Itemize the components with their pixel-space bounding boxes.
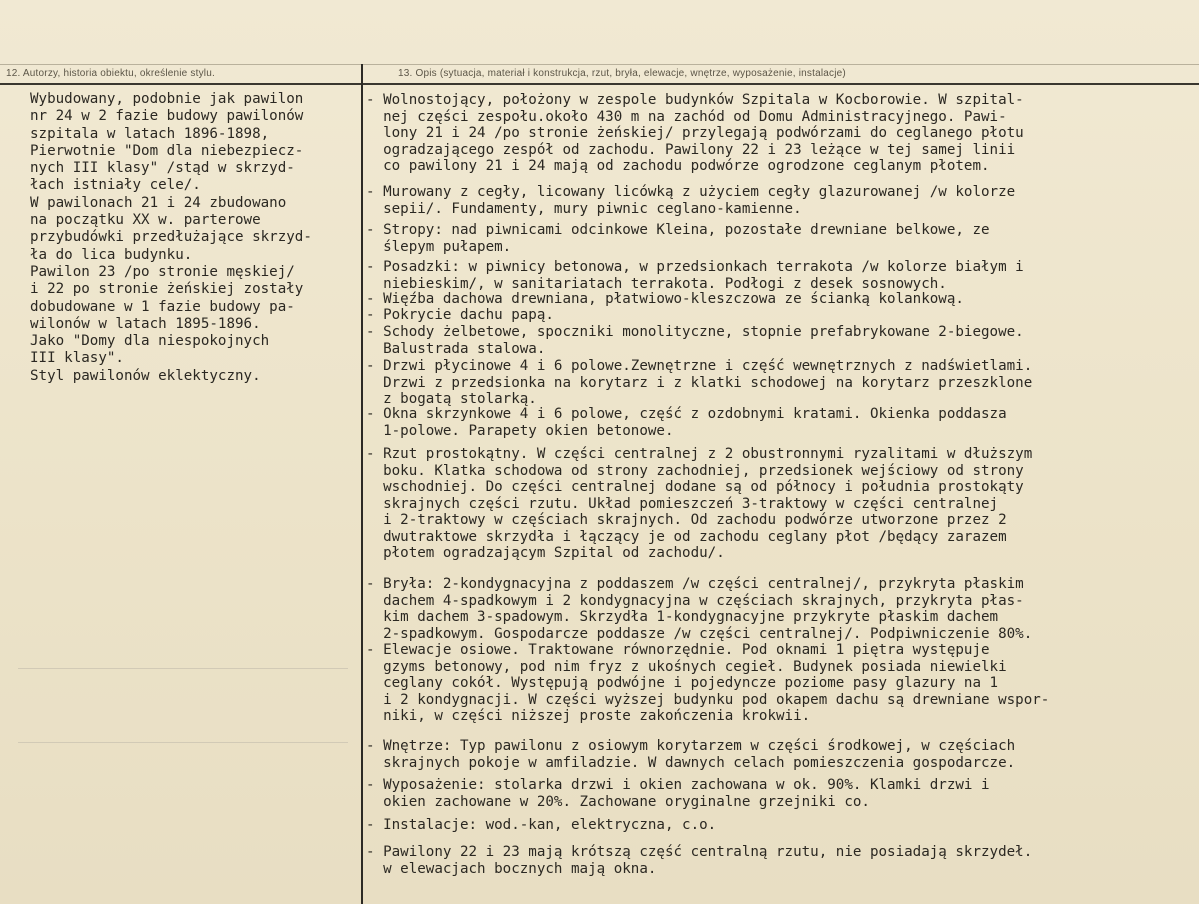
description-line: Drzwi z przedsionka na korytarz i z klatki schodowej na korytarz przeszklone [366,374,1033,391]
description-line: nej części zespołu.około 430 m na zachód od Domu Administracyjnego. Pawi- [366,108,1007,125]
history-text-column [30,91,360,385]
description-entry [366,259,1024,292]
description-line: - Stropy: nad piwnicami odcinkowe Kleina, pozostałe drewniane belkowe, ze [366,222,990,238]
description-line: dachem 4-spadkowym i 2 kondygnacyjna w częściach skrajnych, przykryta płas- [366,592,1024,609]
description-line: - Okna skrzynkowe 4 i 6 polowe, część z ozdobnymi kratami. Okienka poddasza [366,406,1007,422]
description-line: - Bryła: 2-kondygnacyjna z poddaszem /w części centralnej/, przykryta płaskim [366,576,1024,592]
description-line: - Więźba dachowa drewniana, płatwiowo-kleszczowa ze ścianką kolankową. [366,291,964,307]
history-line: nych III klasy" /stąd w skrzyd- [30,160,295,177]
history-line: wilonów w latach 1895-1896. [30,315,261,332]
description-line: dwutraktowe skrzydła i łączący je od zachodu ceglany płot /będący zarazem [366,528,1007,545]
top-rule [0,64,1199,65]
faint-divider [18,668,348,669]
history-line: nr 24 w 2 fazie budowy pawilonów [30,108,304,125]
history-line: przybudówki przedłużające skrzyd- [30,229,312,246]
description-entry [366,222,990,255]
left-column-header: 12. Autorzy, historia obiektu, określenie stylu. [6,68,215,79]
history-line: Pawilon 23 /po stronie męskiej/ [30,263,295,280]
description-line: 2-spadkowym. Gospodarcze poddasze /w części centralnej/. Podpiwniczenie 80%. [366,625,1033,642]
description-line: - Wyposażenie: stolarka drzwi i okien zachowana w ok. 90%. Klamki drzwi i [366,777,990,793]
history-line: dobudowane w 1 fazie budowy pa- [30,298,295,315]
description-entry [366,844,1032,877]
description-entry [366,738,1015,771]
description-line: wschodniej. Do części centralnej dodane są od północy i południa prostokąty [366,479,1024,495]
description-line: skrajnych pokoje w amfiladzie. W dawnych celach pomieszczenia gospodarcze. [366,754,1016,771]
description-line: i 2-traktowy w częściach skrajnych. Od zachodu podwórze utworzone przez 2 [366,512,1007,528]
description-line: - Rzut prostokątny. W części centralnej z 2 obustronnymi ryzalitami w dłuższym [366,446,1033,462]
description-line: kim dachem 3-spadowym. Skrzydła 1-kondygnacyjne przykryte płaskim dachem [366,609,999,625]
description-line: - Pawilony 22 i 23 mają krótszą część centralną rzutu, nie posiadają skrzydeł. [366,844,1033,860]
header-rule [0,83,1199,85]
description-line: płotem ogradzającym Szpital od zachodu/. [366,545,725,561]
description-line: 1-polowe. Parapety okien betonowe. [366,422,674,439]
right-column-header: 13. Opis (sytuacja, materiał i konstrukcja, rzut, bryła, elewacje, wnętrze, wyposażenie, instalacje) [398,68,846,79]
description-line: ślepym pułapem. [366,238,512,255]
description-line: w elewacjach bocznych mają okna. [366,860,657,877]
description-entry [366,92,1024,175]
description-entry [366,307,554,324]
description-entry [366,406,1007,439]
description-line: - Murowany z cegły, licowany licówką z użyciem cegły glazurowanej /w kolorze [366,184,1016,200]
description-line: boku. Klatka schodowa od strony zachodniej, przedsionek wejściowy od strony [366,462,1024,479]
description-line: sepii/. Fundamenty, mury piwnic ceglano-kamienne. [366,200,802,217]
history-line: szpitala w latach 1896-1898, [30,125,270,142]
description-line: - Instalacje: wod.-kan, elektryczna, c.o. [366,817,717,833]
description-line: - Wnętrze: Typ pawilonu z osiowym korytarzem w części środkowej, w częściach [366,738,1016,754]
history-line: łach istniały cele/. [30,177,201,194]
description-line: - Schody żelbetowe, spoczniki monolityczne, stopnie prefabrykowane 2-biegowe. [366,324,1024,340]
history-line: Wybudowany, podobnie jak pawilon [30,91,304,107]
description-line: ogradzającego zespół od zachodu. Pawilony 22 i 23 leżące w tej samej linii [366,141,1016,158]
description-entry [366,358,1032,408]
history-line: Styl pawilonów eklektyczny. [30,367,261,384]
description-line: - Pokrycie dachu papą. [366,307,554,323]
description-line: niki, w części niższej proste zakończenia krokwii. [366,708,811,724]
description-line: - Posadzki: w piwnicy betonowa, w przedsionkach terrakota /w kolorze białym i [366,259,1024,275]
description-line: lony 21 i 24 /po stronie żeńskiej/ przylegają podwórzami do ceglanego płotu [366,125,1024,141]
description-line: i 2 kondygnacji. W części wyższej budynku pod okapem dachu są drewniane wspor- [366,691,1050,708]
history-line: Jako "Domy dla niespokojnych [30,333,270,350]
history-line: na początku XX w. parterowe [30,212,261,229]
description-entry [366,576,1032,642]
description-entry [366,291,964,308]
description-entry [366,777,990,810]
description-line: gzyms betonowy, pod nim fryz z ukośnych cegieł. Budynek posiada niewielki [366,658,1007,675]
description-line: niebieskim/, w sanitariatach terrakota. Podłogi z desek sosnowych. [366,275,947,292]
description-line: co pawilony 21 i 24 mają od zachodu podwórze ogrodzone ceglanym płotem. [366,158,990,174]
faint-divider [18,742,348,743]
description-line: - Wolnostojący, położony w zespole budynków Szpitala w Kocborowie. W szpital- [366,92,1024,108]
history-line: Pierwotnie "Dom dla niebezpiecz- [30,142,304,159]
description-line: - Elewacje osiowe. Traktowane równorzędnie. Pod oknami 1 piętra występuje [366,642,990,658]
description-line: skrajnych części rzutu. Układ pomieszczeń 3-traktowy w części centralnej [366,495,999,512]
description-entry [366,324,1024,357]
description-entry [366,184,1015,217]
description-entry [366,446,1032,562]
description-line: Balustrada stalowa. [366,340,546,357]
description-entry [366,817,716,834]
history-line: i 22 po stronie żeńskiej zostały [30,281,304,298]
description-line: ceglany cokół. Występują podwójne i pojedyncze poziome pasy glazury na 1 [366,675,999,691]
history-line: W pawilonach 21 i 24 zbudowano [30,194,287,211]
description-line: okien zachowane w 20%. Zachowane oryginalne grzejniki co. [366,793,870,810]
history-line: III klasy". [30,350,124,367]
description-line: z bogatą stolarką. [366,391,537,407]
history-line: ła do lica budynku. [30,246,193,263]
description-entry [366,642,1049,725]
column-divider [361,64,363,904]
description-line: - Drzwi płycinowe 4 i 6 polowe.Zewnętrzne i część wewnętrznych z nadświetlami. [366,358,1033,374]
